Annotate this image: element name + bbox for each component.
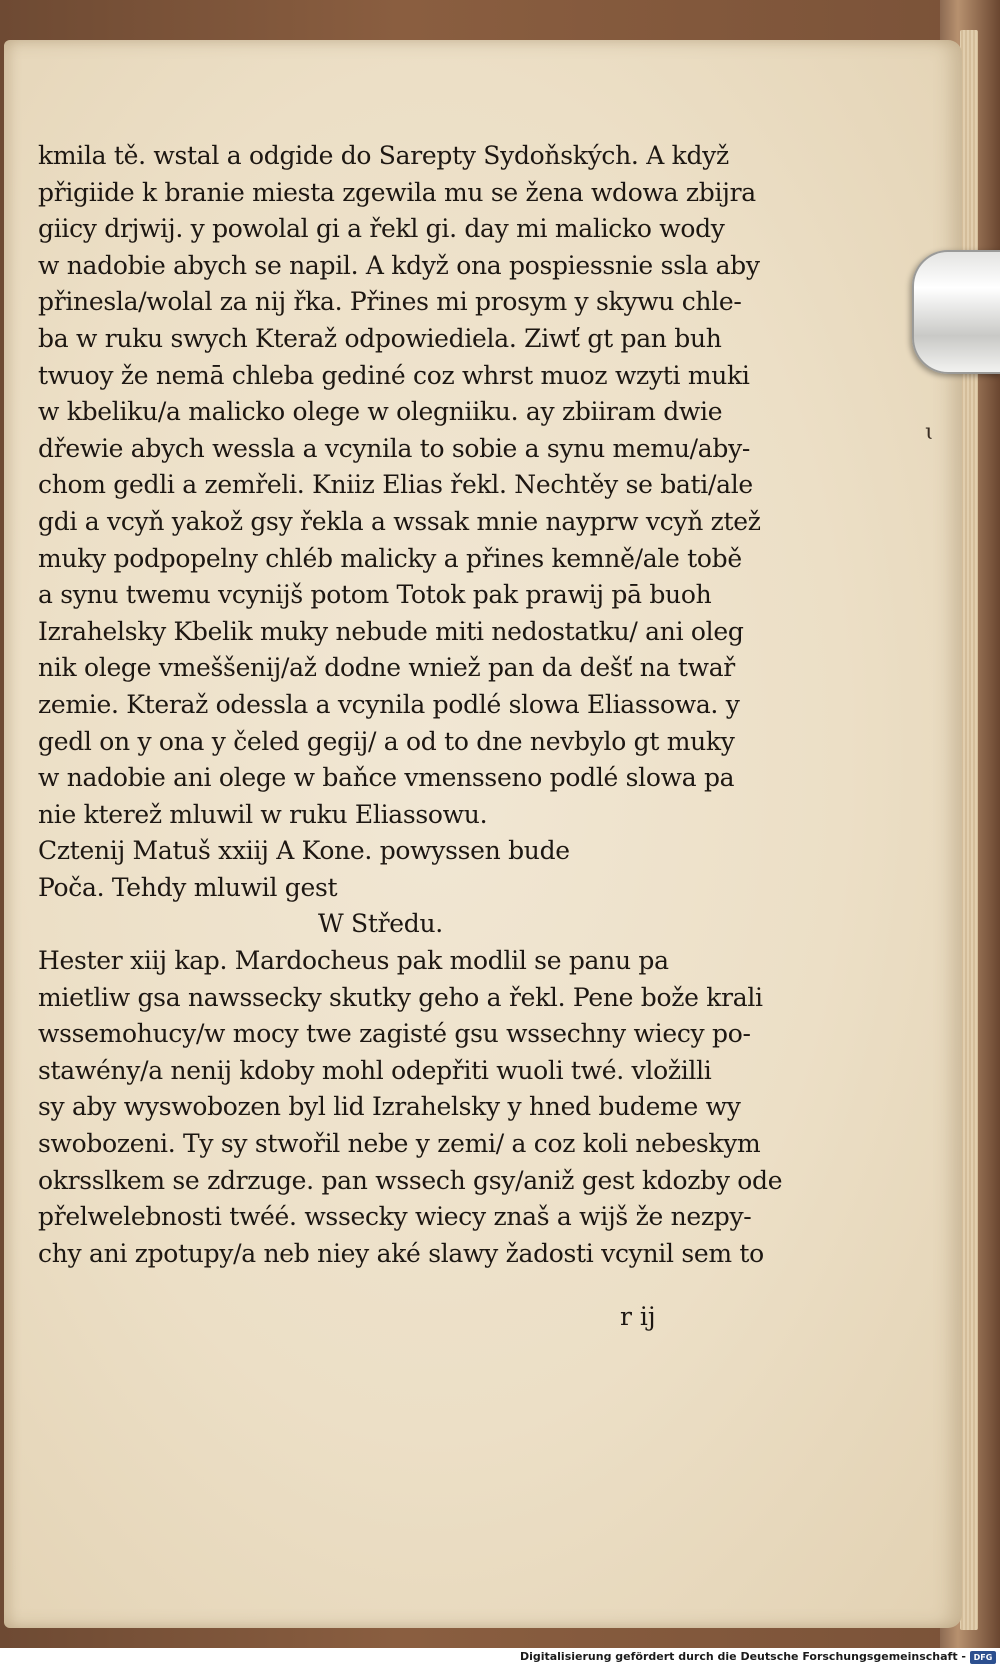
text-line: chom gedli a zemřeli. Kniiz Elias řekl. Nechtěy se bati/ale — [38, 470, 753, 500]
text-line: dřewie abych wessla a vcynila to sobie a synu memu/aby- — [38, 433, 751, 463]
text-line: okrsslkem se zdrzuge. pan wssech gsy/aniž gest kdozby ode — [38, 1165, 783, 1195]
signature-mark: r ij — [620, 1302, 656, 1331]
text-line: muky podpopelny chléb malicky a přines kemně/ale tobě — [38, 543, 742, 573]
text-line: ba w ruku swych Kteraž odpowiediela. Ziwť gt pan buh — [38, 323, 722, 353]
page-text — [38, 138, 838, 1272]
section-heading: W Středu. — [318, 909, 443, 939]
dfg-logo: DFG — [970, 1651, 996, 1664]
text-line: w nadobie abych se napil. A když ona pospiessnie ssla aby — [38, 250, 760, 280]
margin-mark: ɩ — [925, 420, 934, 445]
footer-credit: Digitalisierung gefördert durch die Deutsche Forschungsgemeinschaft - — [519, 1650, 966, 1663]
text-line: sy aby wyswobozen byl lid Izrahelsky y hned budeme wy — [38, 1092, 741, 1122]
text-line: giicy drjwij. y powolal gi a řekl gi. day mi malicko wody — [38, 214, 725, 244]
text-line: chy ani zpotupy/a neb niey aké slawy žadosti vcynil sem to — [38, 1238, 764, 1268]
text-line: gedl on y ona y čeled gegij/ a od to dne nevbylo gt muky — [38, 726, 735, 756]
text-line: přinesla/wolal za nij řka. Přines mi prosym y skywu chle- — [38, 287, 742, 317]
text-line: Izrahelsky Kbelik muky nebude miti nedostatku/ ani oleg — [38, 616, 744, 646]
text-line: stawény/a nenij kdoby mohl odepřiti wuoli twé. vložilli — [38, 1055, 712, 1085]
text-line: gdi a vcyň yakož gsy řekla a wssak mnie nayprw vcyň ztež — [38, 506, 761, 536]
text-line: nie kterež mluwil w ruku Eliassowu. — [38, 799, 488, 829]
text-line: přelwelebnosti twéé. wssecky wiecy znaš a wijš že nezpy- — [38, 1202, 752, 1232]
text-line: w kbeliku/a malicko olege w olegniiku. ay zbiiram dwie — [38, 397, 723, 427]
text-line: Hester xiij kap. Mardocheus pak modlil se panu pa — [38, 946, 669, 976]
page-clip — [912, 250, 1000, 374]
text-line: a synu twemu vcynijš potom Totok pak prawij pā buoh — [38, 580, 712, 610]
text-line: Cztenij Matuš xxiij A Kone. powyssen bude — [38, 836, 570, 866]
text-line: w nadobie ani olege w baňce vmensseno podlé slowa pa — [38, 763, 735, 793]
text-line: kmila tě. wstal a odgide do Sarepty Sydoňských. A když — [38, 141, 729, 170]
footer-bar — [0, 1648, 1000, 1668]
text-line: twuoy že nemā chleba gediné coz whrst muoz wzyti muki — [38, 360, 750, 390]
text-line: nik olege vmeššenij/až dodne wniež pan da dešť na twař — [38, 653, 735, 683]
text-line: wssemohucy/w mocy twe zagisté gsu wssechny wiecy po- — [38, 1019, 751, 1049]
text-line: Poča. Tehdy mluwil gest — [38, 872, 338, 902]
text-line: swobozeni. Ty sy stwořil nebe y zemi/ a coz koli nebeskym — [38, 1129, 761, 1159]
text-line: mietliw gsa nawssecky skutky geho a řekl. Pene bože krali — [38, 982, 763, 1012]
text-line: přigiide k branie miesta zgewila mu se žena wdowa zbijra — [38, 177, 756, 207]
text-line: zemie. Kteraž odessla a vcynila podlé slowa Eliassowa. y — [38, 689, 740, 719]
